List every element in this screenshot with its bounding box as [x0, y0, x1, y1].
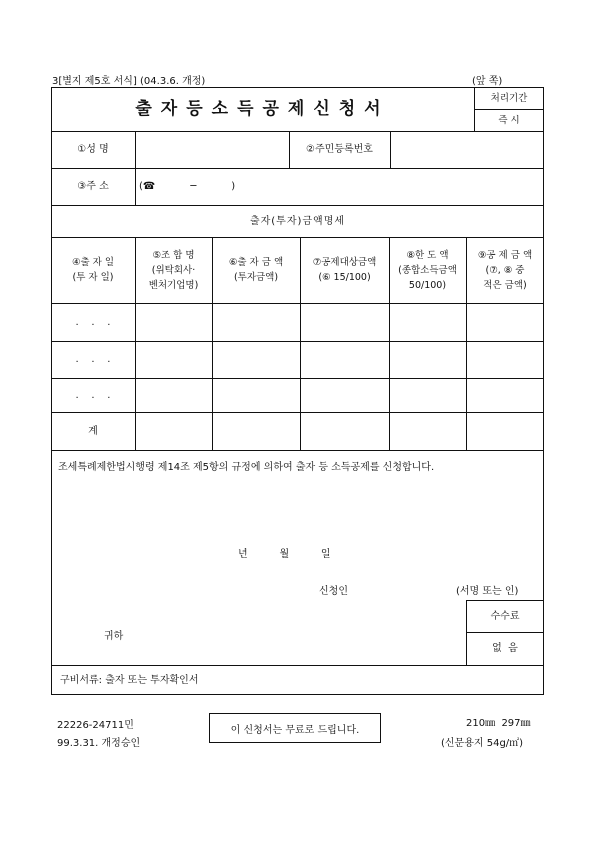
col-header-line: ⑨공 제 금 액	[477, 249, 533, 261]
total-label: 계	[88, 425, 98, 437]
free-notice-box	[209, 713, 381, 743]
recipient-label: 귀하	[104, 631, 124, 642]
col-header-line: 50/100)	[408, 279, 447, 291]
fee-label: 수수료	[490, 610, 520, 622]
col-header-deduction	[466, 237, 544, 303]
col-header-investment-date	[51, 237, 135, 303]
details-section-title: 출자(투자)금액명세	[249, 215, 346, 227]
form-number: 3[별지 제5호 서식] (04.3.6. 개정)	[52, 76, 206, 87]
rrn-label: ②주민등록번호	[306, 144, 373, 155]
processing-period-value: 즉 시	[498, 114, 520, 126]
date-cell[interactable]: . . .	[75, 316, 111, 328]
col-header-line: (⑥ 15/100)	[318, 272, 371, 283]
form-title: 출자등소득공제신청서	[135, 98, 390, 119]
col-header-line: ④출 자 일	[71, 257, 115, 268]
col-header-investment-amount	[212, 237, 300, 303]
address-label: ③주 소	[77, 181, 109, 192]
processing-period-label: 처리기간	[490, 92, 528, 104]
rrn-field[interactable]	[390, 131, 544, 168]
applicant-label: 신청인	[319, 586, 348, 597]
form-code: 22226-24711민	[57, 720, 134, 731]
paper-type: (신문용지 54g/㎡)	[441, 738, 524, 749]
divider	[51, 450, 544, 451]
col-header-limit	[389, 237, 466, 303]
fee-value: 없 음	[492, 643, 518, 654]
col-header-line: ⑥출 자 금 액	[228, 257, 284, 268]
col-header-line: ⑧한 도 액	[406, 249, 449, 261]
signature-placeholder: (서명 또는 인)	[456, 586, 519, 597]
col-header-line: ⑦공제대상금액	[312, 257, 377, 268]
name-label: ①성 명	[77, 144, 109, 155]
col-header-line: 벤처기업명)	[148, 279, 199, 291]
application-date: 년 월 일	[238, 549, 331, 560]
page-side: (앞 쪽)	[472, 76, 503, 87]
date-cell[interactable]: . . .	[75, 389, 111, 401]
col-header-line: (투 자 일)	[72, 272, 114, 283]
col-header-line: ⑤조 합 명	[152, 249, 195, 261]
attachments-note: 구비서류: 출자 또는 투자확인서	[60, 674, 199, 686]
col-header-union-name	[135, 237, 212, 303]
free-notice-text: 이 신청서는 무료로 드립니다.	[230, 724, 360, 736]
col-header-line: (위탁회사·	[151, 264, 196, 276]
date-cell[interactable]: . . .	[75, 354, 111, 365]
approval-note: 99.3.31. 개정승인	[57, 738, 141, 749]
statement-text: 조세특례제한법시행령 제14조 제5항의 규정에 의하여 출자 등 소득공제를 신청합니다.	[58, 462, 435, 473]
col-header-line: 적은 금액)	[483, 279, 527, 291]
col-header-line: (⑦, ⑧ 중	[485, 264, 525, 276]
address-field[interactable]: (☎ ─ )	[139, 181, 236, 192]
name-field[interactable]	[135, 131, 289, 168]
paper-size: 210㎜ 297㎜	[466, 718, 531, 729]
col-header-deductible-amount	[300, 237, 389, 303]
col-header-line: (투자금액)	[233, 272, 279, 283]
col-header-line: (종합소득금액	[398, 264, 457, 276]
